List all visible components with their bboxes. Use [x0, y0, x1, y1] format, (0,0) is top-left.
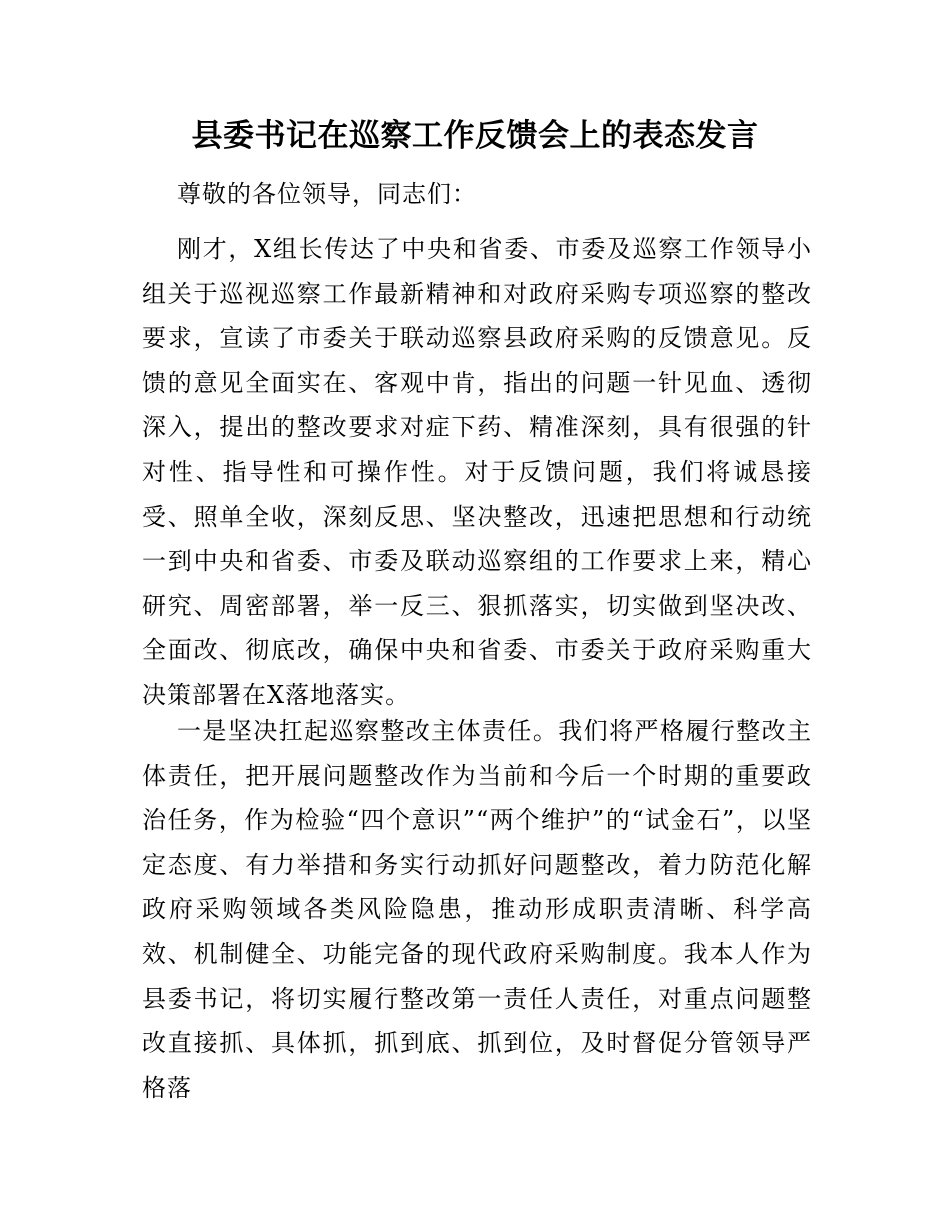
document-title: 县委书记在巡察工作反馈会上的表态发言	[191, 118, 759, 154]
salutation: 尊敬的各位领导，同志们：	[177, 180, 477, 208]
paragraph: 刚才，X组长传达了中央和省委、市委及巡察工作领导小组关于巡视巡察工作最新精神和对政府采购专项巡察的整改要求，宣读了市委关于联动巡察县政府采购的反馈意见。反馈的意见全面实在、客观中肯，指出的问题一针见血、透彻深入，提出的整改要求对症下药、精准深刻，具有很强的针对性、指导性和可操作性。对于反馈问题，我们将诚恳接受、照单全收，深刻反思、坚决整改，迅速把思想和行动统一到中央和省委、市委及联动巡察组的工作要求上来，精心研究、周密部署，举一反三、狠抓落实，切实做到坚决改、全面改、彻底改，确保中央和省委、市委关于政府采购重大决策部署在X落地落实。	[142, 235, 812, 709]
paragraph: 一是坚决扛起巡察整改主体责任。我们将严格履行整改主体责任，把开展问题整改作为当前和今后一个时期的重要政治任务，作为检验“四个意识”“两个维护”的“试金石”，以坚定态度、有力举措和务实行动抓好问题整改，着力防范化解政府采购领域各类风险隐患，推动形成职责清晰、科学高效、机制健全、功能完备的现代政府采购制度。我本人作为县委书记，将切实履行整改第一责任人责任，对重点问题整改直接抓、具体抓，抓到底、抓到位，及时督促分管领导严格落	[142, 717, 812, 1102]
